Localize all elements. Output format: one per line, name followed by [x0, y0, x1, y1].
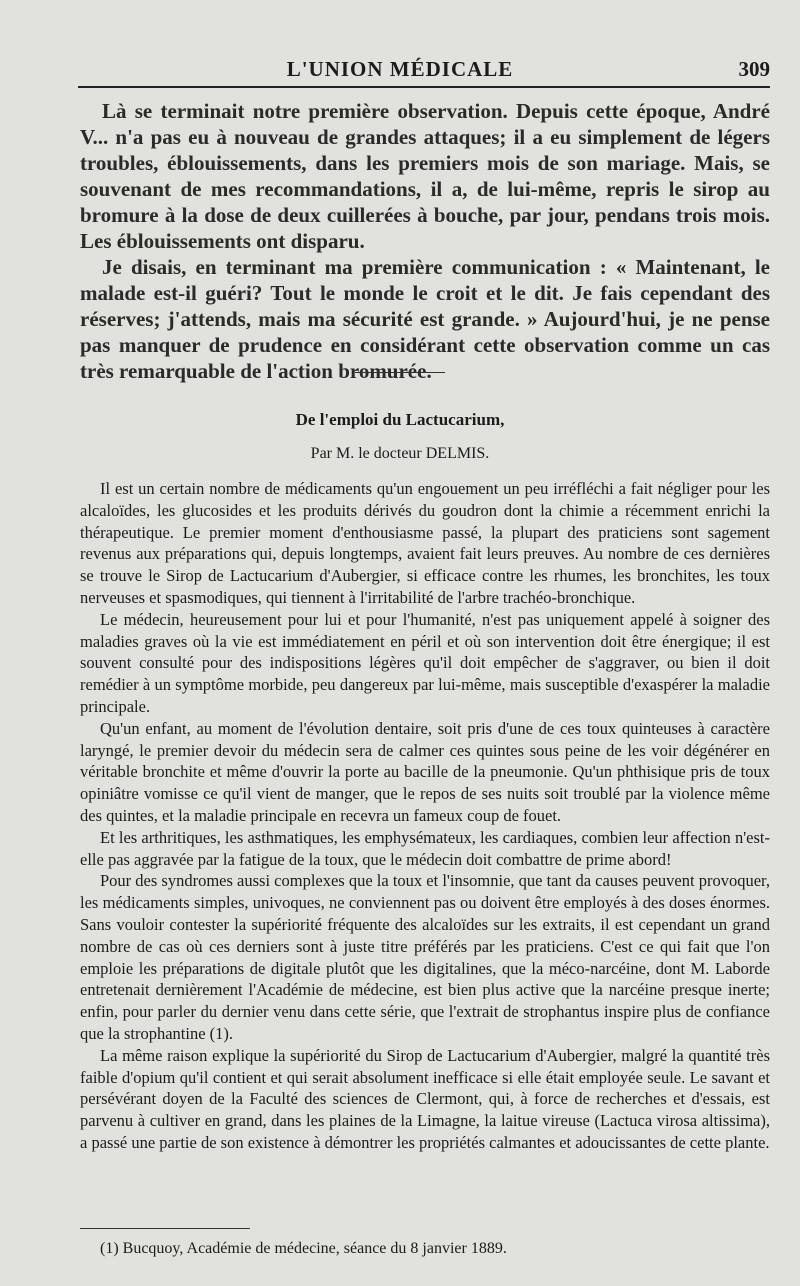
body-paragraph: Le médecin, heureusement pour lui et pour l'humanité, n'est pas uniquement appelé à soigner des maladies graves où la vie est immédiatement en péril et où son intervention doit être énergique; il est souvent consulté pour des indispositions légères qu'il doit empêcher de s'aggraver, ou bien il doit remédier à un symptôme morbide, peu dangereux par lui-même, mais susceptible d'exaspérer la maladie principale. — [80, 609, 770, 716]
article-author: Par M. le docteur DELMIS. — [310, 445, 490, 462]
body-paragraph: La même raison explique la supériorité du Sirop de Lactucarium d'Aubergier, malgré la quantité très faible d'opium qu'il contient et qui serait absolument inefficace si elle était employée seule. Le savant et persévérant doyen de la Faculté des sciences de Clermont, qui, à force de recherches et d'essais, est parvenu à cultiver en grand, dans les plaines de la Limagne, la laitue vireuse (Lactuca virosa altissima), a passé une partie de son existence à démontrer les propriétés calmantes et adoucissantes de cette plante. — [80, 1045, 770, 1152]
intro-paragraph: Là se terminait notre première observation. Depuis cette époque, André V... n'a pas eu à nouveau de grandes attaques; il a eu simplement de légers troubles, éblouissements, dans les premiers mois de son mariage. Mais, se souvenant de mes recommandations, il a, de lui-même, repris le sirop au bromure à la dose de deux cuillerées à bouche, par jour, pendans trois mois. Les éblouissements ont disparu. — [80, 99, 770, 253]
running-header-title: L'UNION MÉDICALE — [286, 57, 514, 81]
footnote-rule — [80, 1228, 250, 1229]
body-paragraph: Il est un certain nombre de médicaments qu'un engouement un peu irréfléchi a fait négliger pour les alcaloïdes, les glucosides et les produits dérivés du goudron dont la chimie a récemment enrichi la thérapeutique. Le premier moment d'enthousiasme passé, la plupart des praticiens sont sagement revenus aux préparations qui, depuis longtemps, avaient fait leurs preuves. Au nombre de ces dernières se trouve le Sirop de Lactucarium d'Aubergier, si efficace contre les rhumes, les bronchites, les toux nerveuses et spasmodiques, qui tiennent à l'irritabilité de l'arbre trachéo-bronchique. — [80, 479, 770, 607]
section-separator — [355, 372, 445, 373]
header-rule — [78, 86, 770, 88]
article-title: De l'emploi du Lactucarium, — [295, 410, 505, 429]
intro-section — [80, 98, 770, 384]
body-paragraph: Qu'un enfant, au moment de l'évolution dentaire, soit pris d'une de ces toux quinteuses à caractère laryngé, le premier devoir du médecin sera de calmer ces quintes sous peine de les voir dégénérer en véritable bronchite et même d'ouvrir la porte au bacille de la pneumonie. Qu'un phthisique pris de toux opiniâtre vomisse ce qu'il vient de manger, que le repos de ses nuits soit troublé par la violence même des quintes, et la maladie principale en recevra un fameux coup de fouet. — [80, 718, 770, 825]
body-paragraph: Pour des syndromes aussi complexes que la toux et l'insomnie, que tant da causes peuvent provoquer, les médicaments simples, univoques, ne conviennent pas ou doivent être employés à des doses énormes. Sans vouloir contester la supériorité fréquente des alcaloïdes sur les extraits, il est cependant un grand nombre de cas où ces derniers sont à juste titre préférés par les praticiens. C'est ce qui fait que l'on emploie les préparations de digitale plutôt que les digitalines, que la méco-narcéine, dont M. Laborde entretenait dernièrement l'Académie de médecine, est bien plus active que la narcéine presque inerte; enfin, pour parler du dernier venu dans cette série, que l'extrait de strophantus inspire plus de confiance que la strophantine (1). — [80, 871, 770, 1043]
intro-paragraph: Je disais, en terminant ma première communication : « Maintenant, le malade est-il guéri? Tout le monde le croit et le dit. Je fais cependant des réserves; j'attends, mais ma sécurité est grande. » Aujourd'hui, je ne pense pas manquer de prudence en considérant cette observation comme un cas très remarquable de l'action bromurée. — [80, 255, 770, 383]
article-body — [80, 478, 770, 1154]
page-number: 309 — [738, 57, 770, 81]
body-paragraph: Et les arthritiques, les asthmatiques, les emphysémateux, les cardiaques, combien leur affection n'est-elle pas aggravée par la fatigue de la toux, que le médecin doit combattre de prime abord! — [80, 827, 770, 869]
footnote: (1) Bucquoy, Académie de médecine, séance du 8 janvier 1889. — [100, 1240, 507, 1257]
